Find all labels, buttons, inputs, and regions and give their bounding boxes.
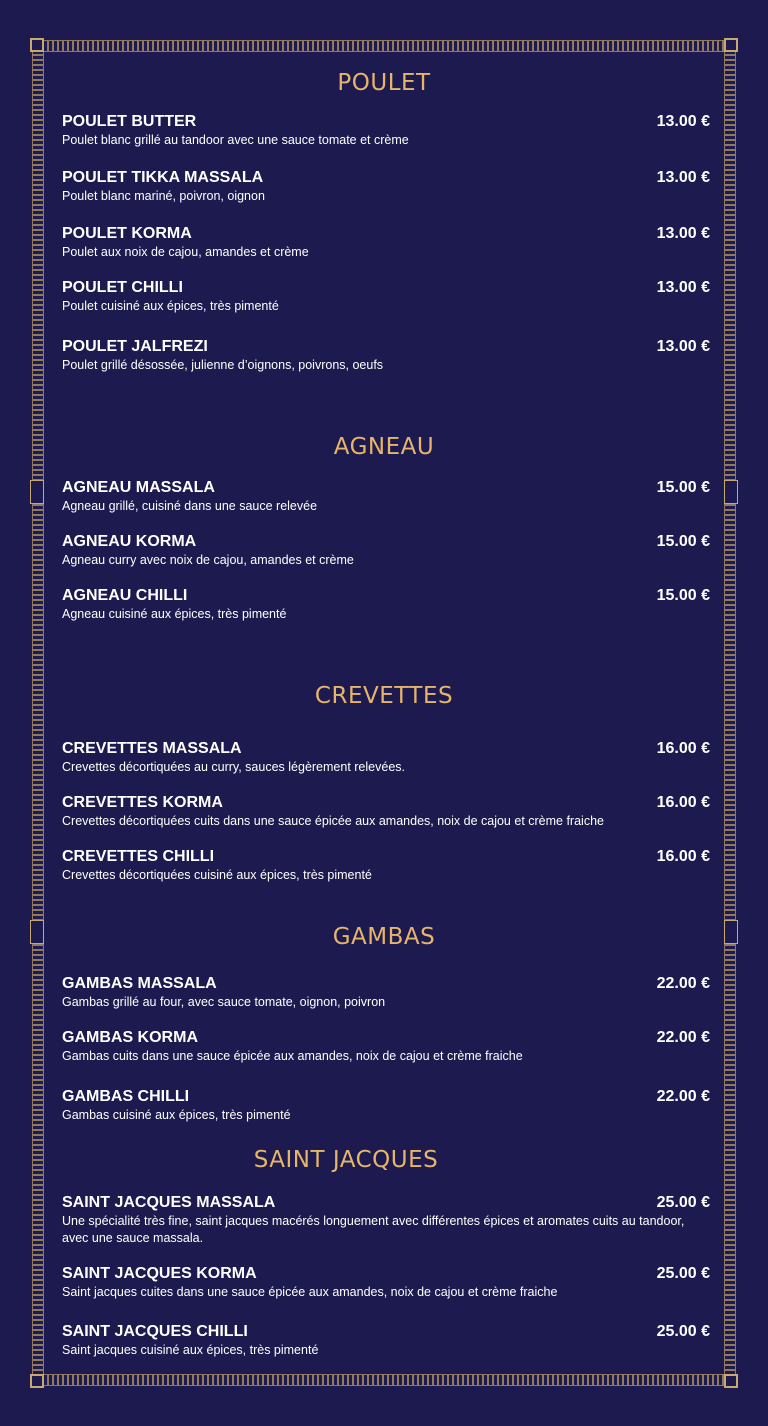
corner-ornament <box>724 1374 738 1388</box>
item-price: 13.00 € <box>656 113 710 130</box>
item-description: Crevettes décortiquées au curry, sauces légèrement relevées. <box>62 760 405 774</box>
section-title-poulet: POULET <box>337 70 431 96</box>
corner-ornament <box>30 1374 44 1388</box>
menu-item <box>62 1265 710 1301</box>
item-price: 22.00 € <box>656 1029 710 1046</box>
item-name: AGNEAU CHILLI <box>62 587 188 604</box>
item-name: POULET BUTTER <box>62 113 197 130</box>
item-name: GAMBAS CHILLI <box>62 1088 190 1105</box>
item-name: POULET JALFREZI <box>62 338 208 355</box>
menu-item <box>62 169 710 205</box>
item-name: CREVETTES CHILLI <box>62 848 215 865</box>
item-price: 25.00 € <box>656 1265 710 1282</box>
menu-item <box>62 975 710 1011</box>
item-name: SAINT JACQUES KORMA <box>62 1265 257 1282</box>
item-name: POULET CHILLI <box>62 279 183 296</box>
item-price: 16.00 € <box>656 848 710 865</box>
item-name: GAMBAS MASSALA <box>62 975 217 992</box>
border-bottom <box>32 1374 736 1386</box>
border-left <box>32 40 44 1386</box>
item-description: Saint jacques cuisiné aux épices, très pimenté <box>62 1343 319 1357</box>
item-description: Poulet grillé désossée, julienne d’oignons, poivrons, oeufs <box>62 358 384 372</box>
menu-item <box>62 533 710 569</box>
side-ornament <box>724 480 738 504</box>
item-description: Saint jacques cuites dans une sauce épicée aux amandes, noix de cajou et crème fraiche <box>62 1285 558 1299</box>
item-description: Crevettes décortiquées cuisiné aux épices, très pimenté <box>62 868 372 882</box>
menu-item <box>62 1323 710 1359</box>
corner-ornament <box>724 38 738 52</box>
menu-item <box>62 1029 710 1065</box>
side-ornament <box>30 480 44 504</box>
menu-item <box>62 848 710 884</box>
menu-item <box>62 1088 710 1124</box>
item-name: CREVETTES KORMA <box>62 794 223 811</box>
item-price: 16.00 € <box>656 794 710 811</box>
border-right <box>724 40 736 1386</box>
item-description: Gambas cuits dans une sauce épicée aux amandes, noix de cajou et crème fraiche <box>62 1049 523 1063</box>
item-price: 15.00 € <box>656 479 710 496</box>
item-price: 13.00 € <box>656 225 710 242</box>
item-name: SAINT JACQUES CHILLI <box>62 1323 248 1340</box>
section-title-agneau: AGNEAU <box>333 434 435 460</box>
item-description: Poulet blanc grillé au tandoor avec une sauce tomate et crème <box>62 133 409 147</box>
item-name: AGNEAU MASSALA <box>62 479 215 496</box>
item-description: Gambas cuisiné aux épices, très pimenté <box>62 1108 291 1122</box>
item-price: 13.00 € <box>656 169 710 186</box>
menu-item <box>62 113 710 149</box>
menu-item <box>62 338 710 374</box>
item-price: 13.00 € <box>656 279 710 296</box>
item-name: GAMBAS KORMA <box>62 1029 198 1046</box>
menu-item <box>62 479 710 515</box>
item-description: Crevettes décortiquées cuits dans une sauce épicée aux amandes, noix de cajou et crème fraiche <box>62 814 604 828</box>
item-price: 25.00 € <box>656 1194 710 1211</box>
border-top <box>32 40 736 52</box>
item-description: Poulet aux noix de cajou, amandes et crème <box>62 245 309 259</box>
menu-item <box>62 740 710 776</box>
menu-item <box>62 225 710 261</box>
item-price: 13.00 € <box>656 338 710 355</box>
section-title-saint-jacques: SAINT JACQUES <box>253 1147 439 1173</box>
menu-item <box>62 794 710 830</box>
item-description: Agneau curry avec noix de cajou, amandes et crème <box>62 553 354 567</box>
item-name: POULET TIKKA MASSALA <box>62 169 264 186</box>
item-name: CREVETTES MASSALA <box>62 740 242 757</box>
item-price: 15.00 € <box>656 587 710 604</box>
section-title-gambas: GAMBAS <box>332 924 436 950</box>
item-description: Poulet cuisiné aux épices, très pimenté <box>62 299 279 313</box>
corner-ornament <box>30 38 44 52</box>
item-description: Agneau grillé, cuisiné dans une sauce relevée <box>62 499 318 513</box>
item-price: 25.00 € <box>656 1323 710 1340</box>
menu-item <box>62 279 710 315</box>
item-name: SAINT JACQUES MASSALA <box>62 1194 276 1211</box>
item-description: Une spécialité très fine, saint jacques macérés longuement avec différentes épices et aromates cuits au tandoor, avec une sauce massala. <box>62 1214 685 1245</box>
item-price: 16.00 € <box>656 740 710 757</box>
item-price: 15.00 € <box>656 533 710 550</box>
item-description: Agneau cuisiné aux épices, très pimenté <box>62 607 287 621</box>
item-description: Poulet blanc mariné, poivron, oignon <box>62 189 265 203</box>
item-description: Gambas grillé au four, avec sauce tomate, oignon, poivron <box>62 995 386 1009</box>
item-price: 22.00 € <box>656 975 710 992</box>
menu-item <box>62 587 710 623</box>
section-title-crevettes: CREVETTES <box>314 683 454 709</box>
item-price: 22.00 € <box>656 1088 710 1105</box>
item-name: AGNEAU KORMA <box>62 533 197 550</box>
item-name: POULET KORMA <box>62 225 192 242</box>
menu-item <box>62 1194 710 1247</box>
